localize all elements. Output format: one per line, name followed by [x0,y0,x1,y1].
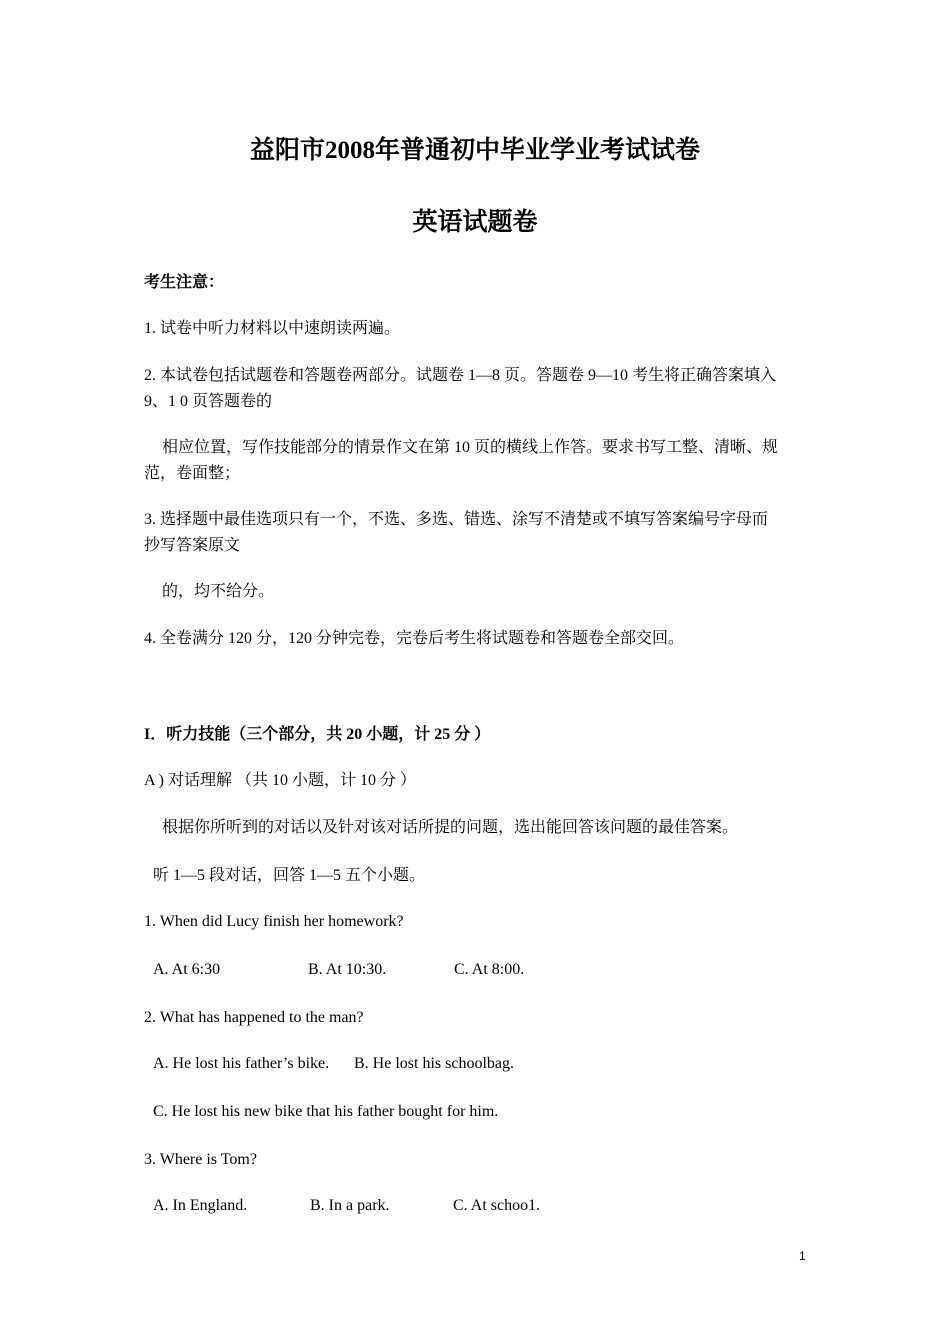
notice-item-3-line-2: 抄写答案原文 [144,537,241,554]
notice-item-2-line-4: 范，卷面整； [144,465,241,482]
notice-item-3-line-3: 的，均不给分。 [162,583,275,600]
question-2: 2. What has happened to the man? [144,1009,364,1026]
section-heading: I．听力技能（三个部分，共 20 小题，计 25 分 ） [144,726,491,743]
notice-item-2-line-2: 9、1 0 页答题卷的 [144,393,273,410]
notice-item-2-line-1: 2. 本试卷包括试题卷和答题卷两部分。试题卷 1—8 页。答题卷 9—10 考生将正确答案填入 [144,367,777,384]
question-3: 3. Where is Tom? [144,1151,257,1168]
notice-item-1: 1. 试卷中听力材料以中速朗读两遍。 [144,320,401,337]
question-2-option-b: B. He lost his schoolbag. [354,1055,514,1072]
question-3-option-a: A. In England. [153,1197,248,1214]
question-2-option-a: A. He lost his father’s bike. [153,1055,330,1072]
notice-item-3-line-1: 3. 选择题中最佳选项只有一个，不选、多选、错选、涂写不清楚或不填写答案编号字母而 [144,511,769,528]
notice-item-4: 4. 全卷满分 120 分，120 分钟完卷，完卷后考生将试题卷和答题卷全部交回。 [144,630,685,647]
sub-instruction: 听 1—5 段对话，回答 1—5 五个小题。 [153,867,426,884]
exam-subtitle: 英语试题卷 [412,209,538,236]
question-3-option-c: C. At schoo1. [453,1197,541,1214]
question-1-option-a: A. At 6:30 [153,961,221,978]
question-1-option-b: B. At 10:30. [308,961,387,978]
exam-title: 益阳市2008年普通初中毕业学业考试试卷 [249,137,700,164]
page-number: 1 [799,1249,806,1263]
question-3-option-b: B. In a park. [310,1197,390,1214]
question-2-option-c: C. He lost his new bike that his father bought for him. [153,1103,499,1120]
notice-item-2-line-3: 相应位置，写作技能部分的情景作文在第 10 页的横线上作答。要求书写工整、清晰、规 [162,439,779,456]
part-a-heading: A ) 对话理解 （共 10 小题，计 10 分 ） [144,772,417,789]
part-a-instruction: 根据你所听到的对话以及针对该对话所提的问题，选出能回答该问题的最佳答案。 [162,819,739,836]
notice-heading: 考生注意： [144,274,225,291]
question-1-option-c: C. At 8:00. [454,961,525,978]
question-1: 1. When did Lucy finish her homework? [144,913,404,930]
